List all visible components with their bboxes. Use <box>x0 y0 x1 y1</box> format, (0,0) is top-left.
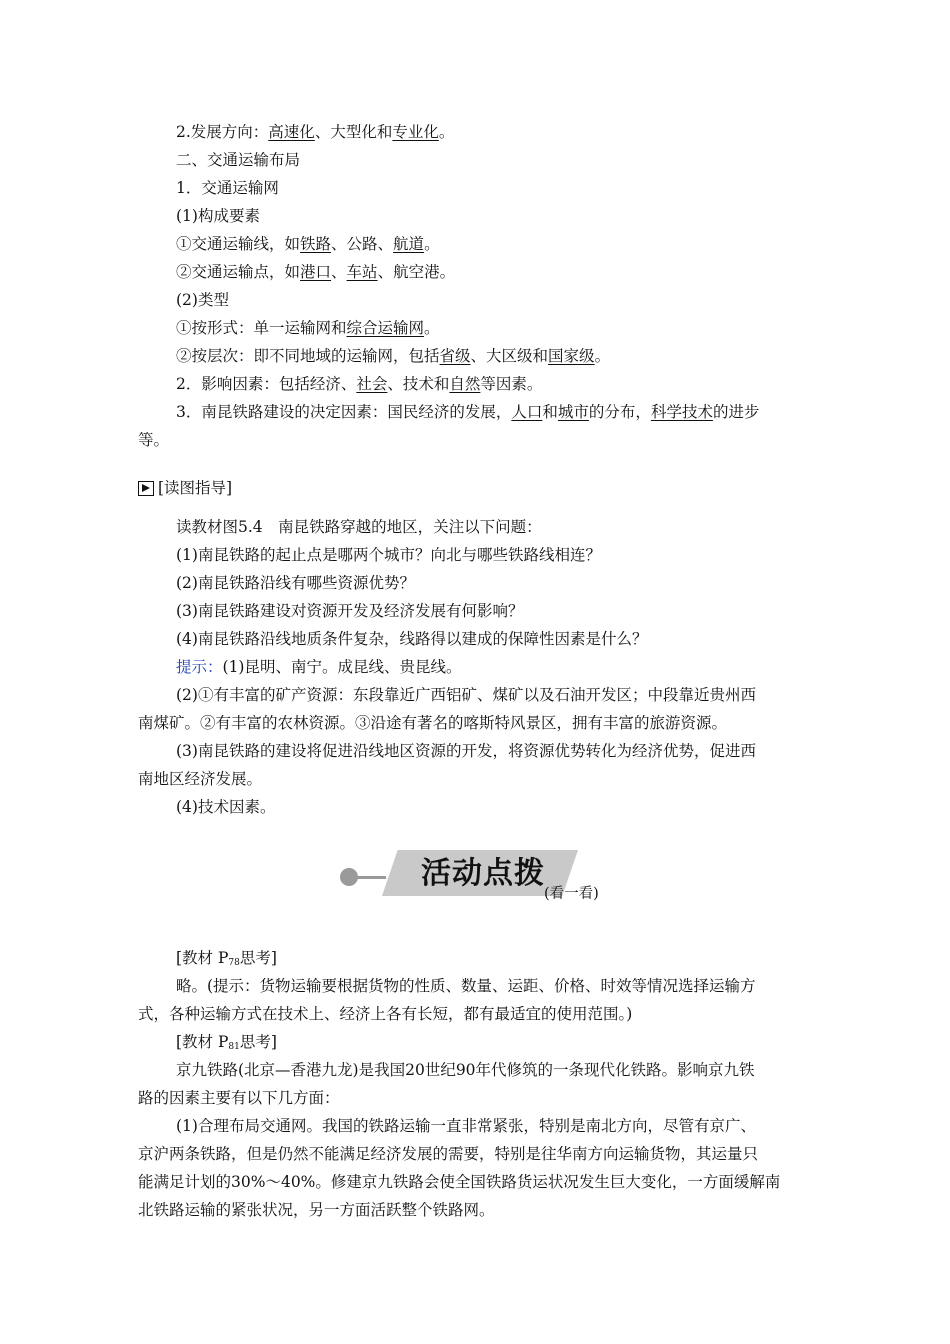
guide-intro: 读教材图5.4 南昆铁路穿越的地区，关注以下问题： <box>176 518 542 536</box>
heading-transport-layout: 二、交通运输布局 <box>176 151 301 169</box>
answer-1 <box>138 653 814 681</box>
text: (1)昆明、南宁。成昆线、贵昆线。 <box>222 658 462 676</box>
read-guide-header <box>138 474 232 502</box>
text: 、技术和 <box>387 375 450 393</box>
text: 、公路、 <box>331 235 394 253</box>
jingjiu-point-1-line-3: 能满足计划的30%～40%。修建京九铁路会使全国铁路货运状况发生巨大变化，一方面缓解南 <box>138 1173 781 1191</box>
text: 2.发展方向： <box>176 123 269 141</box>
banner-dot-icon <box>340 868 358 886</box>
text: 2．影响因素：包括经济、 <box>176 375 357 393</box>
text: 的进步 <box>712 403 760 421</box>
question-4: (4)南昆铁路沿线地质条件复杂，线路得以建成的保障性因素是什么？ <box>176 630 648 648</box>
activity-section <box>138 944 814 1224</box>
text: 、 <box>331 263 347 281</box>
text: [教材 P <box>176 1033 229 1051</box>
answer-underline: 科学技术 <box>650 403 713 421</box>
influence-factors <box>138 370 814 398</box>
jingjiu-intro-line-1: 京九铁路(北京—香港九龙)是我国20世纪90年代修筑的一条现代化铁路。影响京九铁 <box>176 1061 755 1079</box>
answer-2-line-1: (2)①有丰富的矿产资源：东段靠近广西铝矿、煤矿以及石油开发区；中段靠近贵州西 <box>176 686 756 704</box>
text: 。 <box>594 347 611 365</box>
subheading-elements: (1)构成要素 <box>176 207 260 225</box>
section-transport-layout <box>138 118 814 454</box>
text: 。 <box>438 123 455 141</box>
answer-underline: 国家级 <box>548 347 595 365</box>
play-icon <box>138 481 154 496</box>
answer-78-line-2: 式，各种运输方式在技术上、经济上各有长短，都有最适宜的使用范围。) <box>138 1005 633 1023</box>
answer-78-line-1: 略。(提示：货物运输要根据货物的性质、数量、运距、价格、时效等情况选择运输方 <box>176 977 756 995</box>
jingjiu-point-1-line-4: 北铁路运输的紧张状况，另一方面活跃整个铁路网。 <box>138 1201 495 1219</box>
element-lines <box>138 230 814 258</box>
answer-underline: 自然 <box>449 375 481 393</box>
page-subscript: 78 <box>228 958 240 968</box>
answer-underline: 航道 <box>393 235 425 253</box>
text: 。 <box>424 319 440 337</box>
answer-underline: 人口 <box>511 403 543 421</box>
text: 的分布， <box>588 403 651 421</box>
answer-underline: 社会 <box>356 375 388 393</box>
answer-underline: 专业化 <box>392 123 439 141</box>
element-points <box>138 258 814 286</box>
banner-title: 活动点拨 <box>421 856 545 891</box>
answer-underline: 车站 <box>346 263 378 281</box>
page-subscript: 81 <box>228 1042 240 1052</box>
jingjiu-point-1-line-1: (1)合理布局交通网。我国的铁路运输一直非常紧张，特别是南北方向，尽管有京广、 <box>176 1117 756 1135</box>
deciding-factors <box>138 398 814 426</box>
text: [教材 P <box>176 949 229 967</box>
subheading-types: (2)类型 <box>176 291 229 309</box>
read-guide-label: [读图指导] <box>158 479 233 497</box>
answer-underline: 高速化 <box>268 123 315 141</box>
text: ①按形式：单一运输网和 <box>176 319 347 337</box>
text: 和 <box>542 403 558 421</box>
text: 思考] <box>239 949 277 967</box>
text: ②按层次：即不同地域的运输网，包括 <box>176 347 440 365</box>
answer-underline: 港口 <box>300 263 332 281</box>
banner-line <box>356 876 386 879</box>
reading-guide <box>138 513 814 821</box>
text: ②交通运输点，如 <box>176 263 301 281</box>
question-1: (1)南昆铁路的起止点是哪两个城市？向北与哪些铁路线相连？ <box>176 546 601 564</box>
text: 、大型化和 <box>314 123 393 141</box>
deciding-factors-cont: 等。 <box>138 431 170 449</box>
text: 3．南昆铁路建设的决定因素：国民经济的发展， <box>176 403 512 421</box>
answer-underline: 城市 <box>557 403 589 421</box>
answer-underline: 综合运输网 <box>346 319 425 337</box>
jingjiu-point-1-line-2: 京沪两条铁路，但是仍然不能满足经济发展的需要，特别是往华南方向运输货物，其运量只 <box>138 1145 759 1163</box>
text: ①交通运输线，如 <box>176 235 301 253</box>
answer-2-line-2: 南煤矿。②有丰富的农林资源。③沿途有著名的喀斯特风景区，拥有丰富的旅游资源。 <box>138 714 728 732</box>
banner-subtitle: (看一看) <box>544 886 599 902</box>
jingjiu-intro-line-2: 路的因素主要有以下几方面： <box>138 1089 340 1107</box>
text: 、大区级和 <box>470 347 549 365</box>
textbook-ref-78 <box>138 944 814 972</box>
subheading-network: 1．交通运输网 <box>176 179 279 197</box>
answer-3-line-2: 南地区经济发展。 <box>138 770 263 788</box>
text: 。 <box>424 235 440 253</box>
dev-direction-line <box>138 118 814 146</box>
question-3: (3)南昆铁路建设对资源开发及经济发展有何影响？ <box>176 602 524 620</box>
answer-3-line-1: (3)南昆铁路的建设将促进沿线地区资源的开发，将资源优势转化为经济优势，促进西 <box>176 742 756 760</box>
text: 思考] <box>239 1033 277 1051</box>
text: 等因素。 <box>480 375 543 393</box>
type-by-level <box>138 342 814 370</box>
textbook-ref-81 <box>138 1028 814 1056</box>
answer-underline: 省级 <box>439 347 471 365</box>
hint-label: 提示： <box>176 658 223 676</box>
answer-underline: 铁路 <box>300 235 332 253</box>
answer-4: (4)技术因素。 <box>176 798 276 816</box>
type-by-form <box>138 314 814 342</box>
activity-banner <box>338 848 618 906</box>
text: 、航空港。 <box>377 263 456 281</box>
question-2: (2)南昆铁路沿线有哪些资源优势？ <box>176 574 415 592</box>
